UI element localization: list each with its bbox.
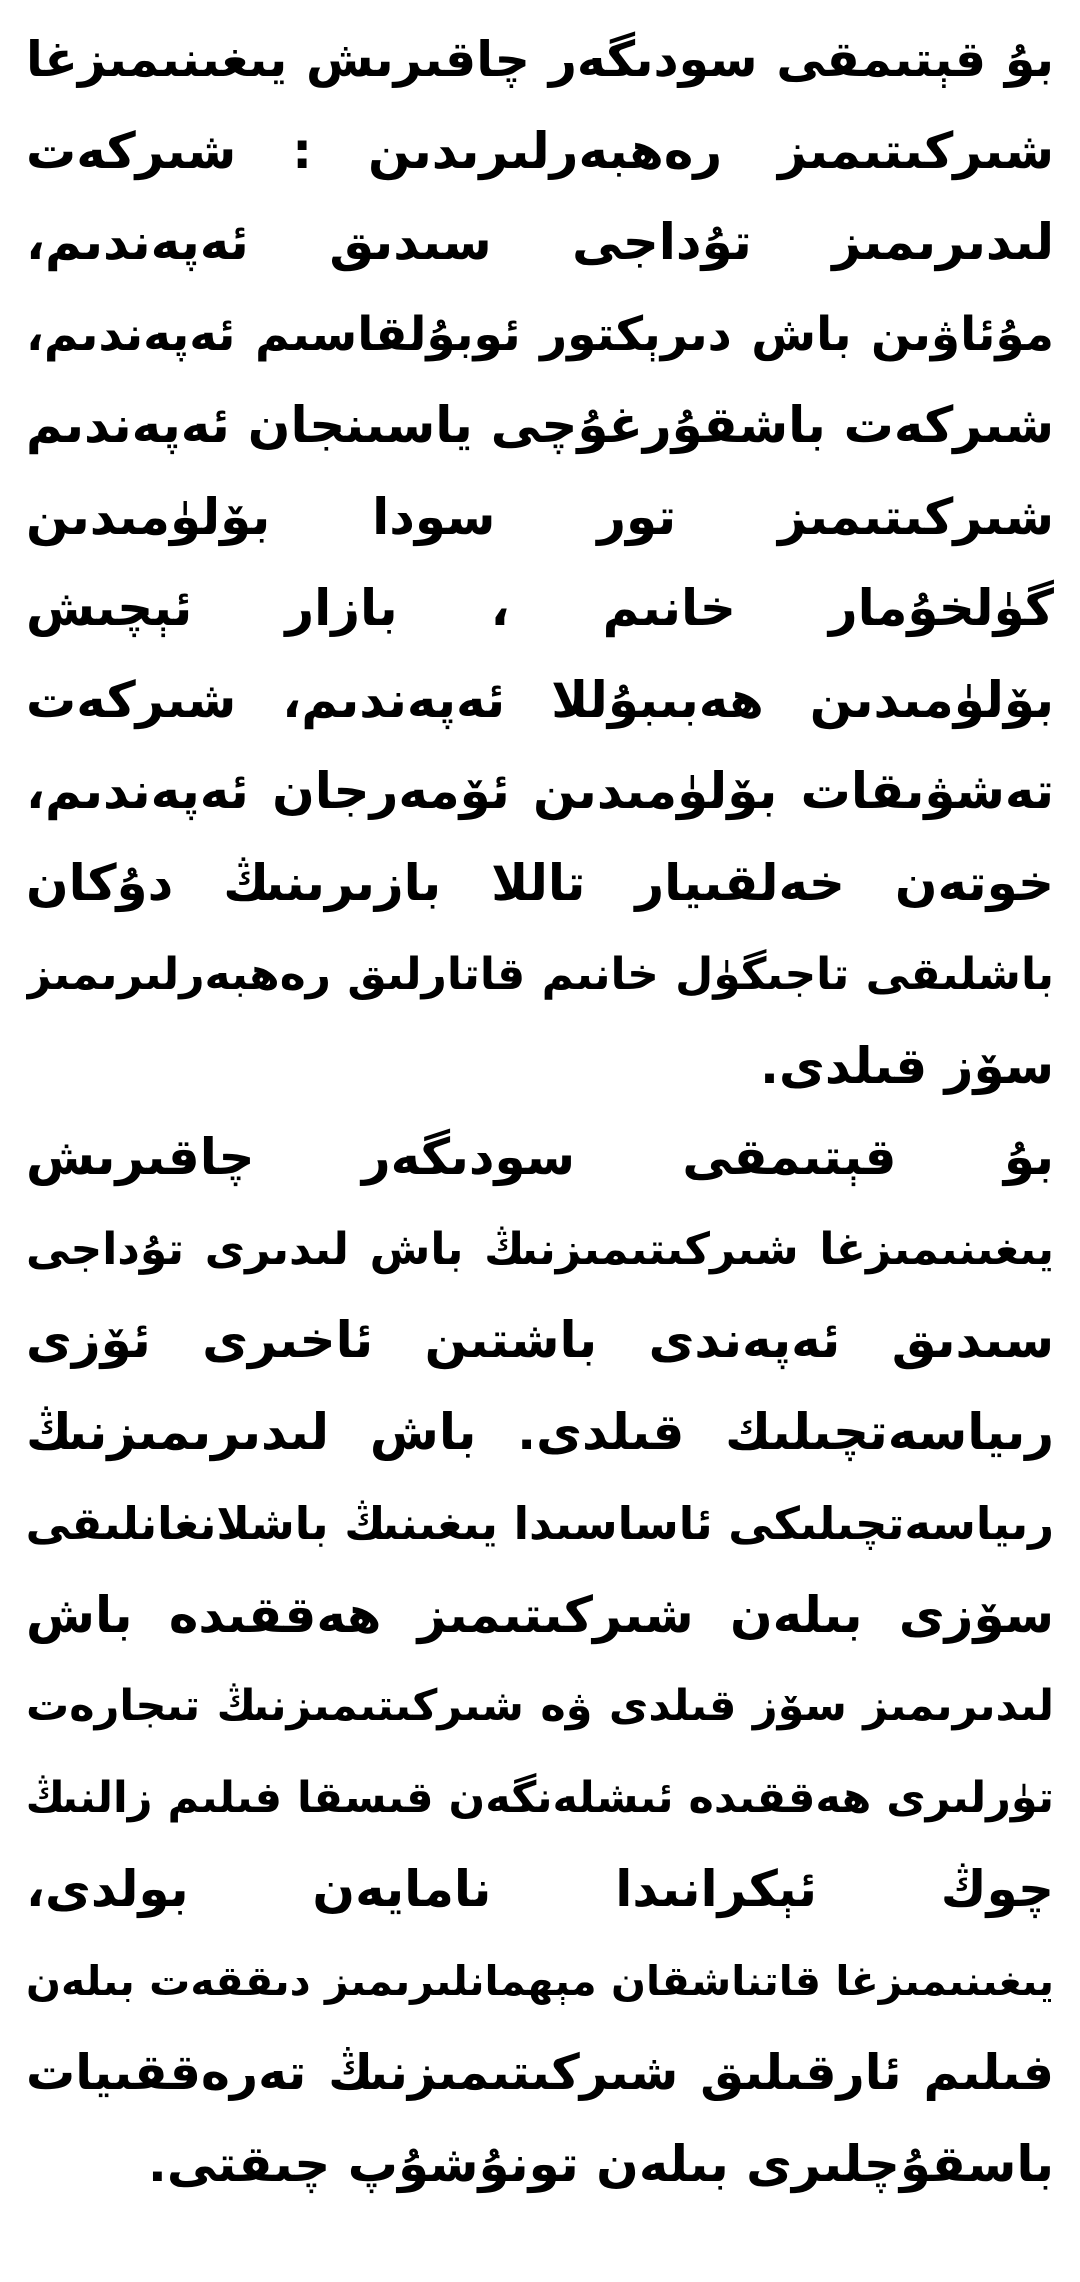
- text-line: بۆلۈمىدىن ھەبىبۇللا ئەپەندىم، شىركەت: [26, 670, 1054, 729]
- text-line: فىلىم ئارقىلىق شىركىتىمىزنىڭ تەرەققىيات: [26, 2044, 1054, 2101]
- text-line: يىغىنىمىزغا قاتناشقان مېھمانلىرىمىز دىققەت بىلەن: [26, 1956, 1054, 2005]
- text-line: يىغىنىمىزغا شىركىتىمىزنىڭ باش لىدىرى تۇداجى: [26, 1223, 1054, 1275]
- text-line: رىياسەتچىلىكى ئاساسىدا يىغىنىڭ باشلانغانلىقى: [26, 1497, 1054, 1550]
- text-line: تۈرلىرى ھەققىدە ئىشلەنگەن قىسقا فىلىم زالنىڭ: [26, 1772, 1054, 1823]
- text-line: بۇ قېتىمقى سودىگەر چاقىرىش: [26, 1128, 1054, 1186]
- text-line: سىدىق ئەپەندى باشتىن ئاخىرى ئۆزى: [26, 1311, 1054, 1369]
- text-line: شىركىتىمىز تور سودا بۆلۈمىدىن: [26, 487, 1054, 546]
- text-line: گۈلخۇمار خانىم ، بازار ئېچىش: [26, 579, 1054, 637]
- paragraph-2: [26, 1112, 1054, 2210]
- text-line: شىركىتىمىز رەھبەرلىرىدىن : شىركەت: [26, 121, 1054, 180]
- text-line: مۇئاۋىن باش دىرېكتور ئوبۇلقاسىم ئەپەندىم،: [26, 306, 1054, 362]
- text-line: لىدىرىمىز سۆز قىلدى ۋە شىركىتىمىزنىڭ تىجارەت: [26, 1681, 1054, 1731]
- text-line: سۆز قىلدى.: [760, 1036, 1054, 1095]
- text-line: باشلىقى تاجىگۈل خانىم قاتارلىق رەھبەرلىرىمىز: [26, 949, 1054, 1000]
- paragraph-1: [26, 14, 1054, 1112]
- text-line: بۇ قېتىمقى سودىگەر چاقىرىش يىغىنىمىزغا: [26, 31, 1054, 88]
- text-line: لىدىرىمىز تۇداجى سىدىق ئەپەندىم،: [26, 213, 1054, 271]
- text-line: سۆزى بىلەن شىركىتىمىز ھەققىدە باش: [26, 1585, 1054, 1644]
- text-line: شىركەت باشقۇرغۇچى ياسىنجان ئەپەندىم: [26, 396, 1054, 454]
- text-line: باسقۇچلىرى بىلەن تونۇشۇپ چىقتى.: [147, 2134, 1054, 2193]
- text-line: تەشۋىقات بۆلۈمىدىن ئۆمەرجان ئەپەندىم،: [26, 762, 1054, 820]
- text-line: خوتەن خەلقىيار تاللا بازىرىنىڭ دۇكان: [26, 853, 1054, 912]
- text-line: رىياسەتچىلىك قىلدى. باش لىدىرىمىزنىڭ: [26, 1402, 1054, 1461]
- text-line: چوڭ ئېكرانىدا نامايەن بولدى،: [26, 1860, 1054, 1918]
